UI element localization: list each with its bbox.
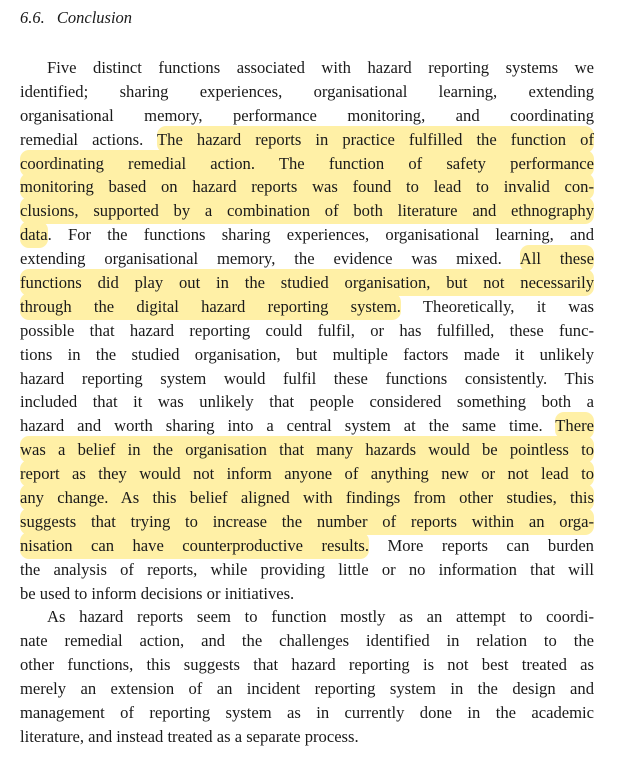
text-line (20, 175, 594, 199)
text-line (20, 247, 594, 271)
text-line (20, 725, 594, 749)
text-segment: tions in the studied organisation, but multiple factors made it unlikely (20, 344, 594, 364)
highlighted-text: through the digital hazard reporting system. (20, 293, 401, 320)
text-line (20, 319, 594, 343)
highlighted-text: suggests that trying to increase the number of reports within an orga- (20, 508, 594, 535)
text-segment: hazard and worth sharing into a central system at the same time. (20, 416, 556, 436)
text-line (20, 128, 594, 152)
text-segment: included that it was unlikely that people considered something both a (20, 392, 594, 412)
text-line (20, 486, 594, 510)
text-segment: be used to inform decisions or initiatives. (20, 583, 295, 603)
text-line (20, 199, 594, 223)
text-segment: management of reporting system as in currently done in the academic (20, 703, 594, 723)
text-line (20, 653, 594, 677)
highlighted-text: functions did play out in the studied organisation, but not necessarily (20, 269, 594, 296)
highlighted-text: There (555, 412, 594, 439)
text-segment: hazard reporting system would fulfil these functions consistently. This (20, 368, 594, 388)
paragraph (20, 56, 594, 605)
text-line (20, 558, 594, 582)
text-segment: the analysis of reports, while providing little or no information that will (20, 559, 594, 579)
document-body (20, 56, 594, 749)
text-line (20, 629, 594, 653)
text-segment: Five distinct functions associated with hazard reporting systems we (47, 58, 594, 77)
highlighted-text: data (20, 221, 48, 248)
paragraph (20, 605, 594, 748)
text-segment: Theoretically, it was (400, 296, 594, 316)
highlighted-text: The hazard reports in practice fulfilled the function of (157, 126, 594, 153)
text-segment: literature, and instead treated as a separate process. (20, 726, 359, 746)
text-line (20, 390, 594, 414)
section-title: Conclusion (56, 8, 133, 27)
highlighted-text: any change. As this belief aligned with findings from other studies, this (20, 484, 594, 511)
text-segment: organisational memory, performance monitoring, and coordinating (20, 105, 594, 125)
text-line (20, 152, 594, 176)
text-line (20, 605, 594, 629)
text-segment: merely an extension of an incident reporting system in the design and (20, 679, 594, 699)
text-segment: . For the functions sharing experiences, organisational learning, and (47, 225, 594, 245)
highlighted-text: was a belief in the organisation that many hazards would be pointless to (20, 436, 594, 463)
text-line (20, 534, 594, 558)
text-line (20, 438, 594, 462)
text-line (20, 414, 594, 438)
text-segment: extending organisational memory, the evidence was mixed. (20, 249, 520, 269)
section-number: 6.6. (20, 8, 45, 27)
text-line (20, 80, 594, 104)
highlighted-text: All these (520, 245, 594, 272)
text-line (20, 701, 594, 725)
text-segment: other functions, this suggests that hazard reporting is not best treated as (20, 655, 594, 675)
highlighted-text: report as they would not inform anyone of anything new or not lead to (20, 460, 594, 487)
text-line (20, 104, 594, 128)
text-line (20, 295, 594, 319)
text-segment: remedial actions. (20, 129, 158, 149)
text-line (20, 367, 594, 391)
highlighted-text: nisation can have counterproductive results. (20, 532, 369, 559)
highlighted-text: monitoring based on hazard reports was found to lead to invalid con- (20, 173, 594, 200)
highlighted-text: coordinating remedial action. The function of safety performance (20, 150, 594, 177)
text-line (20, 462, 594, 486)
text-segment: As hazard reports seem to function mostly as an attempt to coordi- (47, 607, 594, 627)
text-line (20, 223, 594, 247)
section-heading (20, 8, 132, 28)
highlighted-text: clusions, supported by a combination of both literature and ethnography (20, 197, 594, 224)
text-segment: More reports can burden (368, 535, 594, 555)
text-segment: nate remedial action, and the challenges identified in relation to the (20, 631, 594, 651)
text-line (20, 510, 594, 534)
text-line (20, 677, 594, 701)
text-segment: possible that hazard reporting could fulfil, or has fulfilled, these func- (20, 320, 594, 340)
text-line (20, 56, 594, 80)
text-line (20, 582, 594, 606)
text-line (20, 271, 594, 295)
text-line (20, 343, 594, 367)
text-segment: identified; sharing experiences, organisational learning, extending (20, 81, 594, 101)
